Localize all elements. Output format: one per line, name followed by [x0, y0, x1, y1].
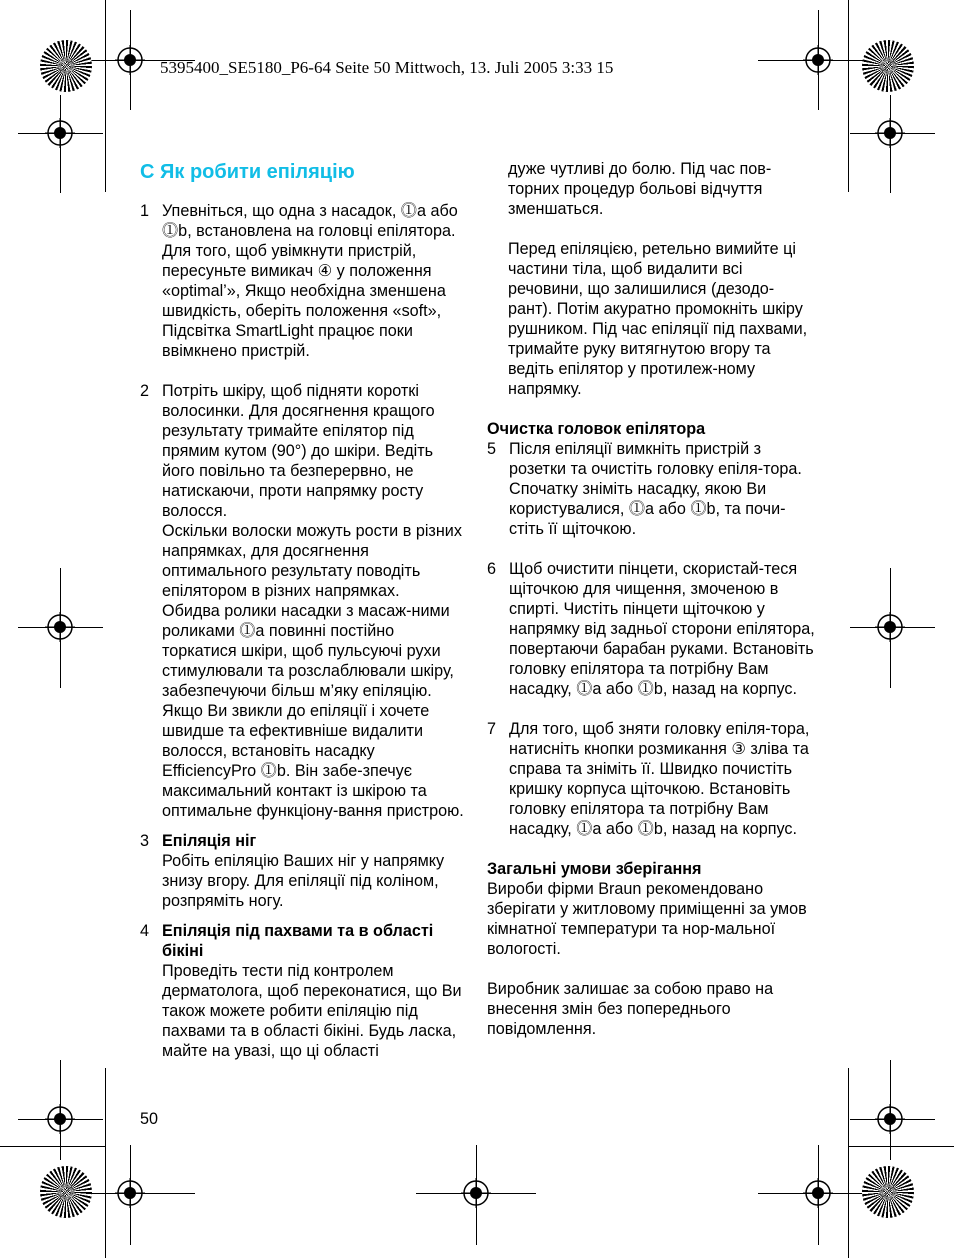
step-text: Щоб очистити пінцети, скористай-теся щіточкою для чищення, змоченою в спирті. Чистіть пінцети щіточкою у напрямку від задньої сторони епілятора, повертаючи барабан руками. Встановіть головку епілятора та потрібну Вам насадку, ⓵a або ⓵b, назад на корпус.	[509, 560, 815, 698]
step-5	[487, 439, 817, 539]
step-text: Упевніться, що одна з насадок, ⓵a або ⓵b, встановлена на головці епілятора. Для того, щоб увімкнути пристрій, пересуньте вимикач ④ у положення «optimal’», Якщо необхідна зменшена швидкість, оберіть положення «soft», Підсвітка SmartLight працює поки ввімкнено пристрій.	[162, 202, 458, 360]
registration-mark-icon	[875, 118, 905, 148]
registration-mark-icon	[875, 1104, 905, 1134]
step-number: 2	[140, 382, 150, 400]
step-text: Проведіть тести під контролем дерматолога, щоб переконатися, що Ви також можете робити епіляцію під пахвами та в області бікіні. Будь ласка, майте на увазі, що ці області	[162, 962, 462, 1060]
step-text: Після епіляції вимкніть пристрій з розетки та очистіть головку епіля-тора. Спочатку зніміть насадку, якою Ви користувалися, ⓵a або ⓵b, та почи-стіть її щіточкою.	[509, 440, 802, 538]
step-2	[140, 381, 470, 821]
crop-line	[105, 0, 106, 192]
step-text: Обидва ролики насадки з масаж-ними роликами ⓵a повинні постійно торкатися шкіри, щоб пульсуючі рухи стимулювали та розслаблювали шкіру, забезпечуючи більш м’яку епіляцію. Якщо Ви звикли до епіляції і хочете швидше та ефективніше видалити волосся, встановіть насадку EfficiencyPro ⓵b. Він забе-зпечує максимальний контакт із шкірою та оптимальне функціону-вання пристрою.	[162, 602, 464, 820]
step-heading: Епіляція під пахвами та в області бікіні	[162, 922, 434, 960]
page-number: 50	[140, 1110, 159, 1128]
storage-text: Вироби фірми Braun рекомендовано зберігати у житловому приміщенні за умов кімнатної температури та нор-мальної вологості.	[487, 880, 807, 958]
registration-mark-icon	[45, 612, 75, 642]
registration-mark-icon	[875, 612, 905, 642]
color-calibration-star-icon	[40, 40, 92, 92]
step-text: Для того, щоб зняти головку епіля-тора, натисніть кнопки розмикання ③ зліва та справа та зніміть її. Швидко почистіть кришку корпуса щіточкою. Встановіть головку епілятора та потрібну Вам насадку, ⓵a або ⓵b, назад на корпус.	[509, 720, 810, 838]
step-number: 6	[487, 560, 497, 578]
registration-mark-icon	[45, 118, 75, 148]
crop-line	[0, 1146, 105, 1147]
step-3	[140, 831, 470, 911]
print-slug: 5395400_SE5180_P6-64 Seite 50 Mittwoch, 13. Juli 2005 3:33 15	[160, 58, 614, 77]
left-column	[140, 159, 470, 1061]
step-heading: Епіляція ніг	[162, 832, 257, 850]
crop-line	[848, 1068, 849, 1258]
step-number: 3	[140, 832, 150, 850]
step-number: 4	[140, 922, 150, 940]
step-text: Потріть шкіру, щоб підняти короткі волосинки. Для досягнення кращого результату тримайте епілятор під прямим кутом (90°) до шкіри. Ведіть його повільно та безперервно, не натискаючи, проти напрямку росту волосся.	[162, 382, 435, 520]
crop-line	[848, 1146, 954, 1147]
step-text: Робіть епіляцію Ваших ніг у напрямку знизу вгору. Для епіляції під коліном, розпрямiть ногу.	[162, 852, 445, 910]
storage-heading: Загальні умови зберігання	[487, 860, 702, 878]
step-6	[487, 559, 817, 699]
step-text: Оскільки волоски можуть рости в різних напрямках, для досягнення оптимального результату поводіть епілятором в різних напрямках.	[162, 522, 462, 600]
registration-mark-icon	[803, 45, 833, 75]
color-calibration-star-icon	[40, 1166, 92, 1218]
step-number: 5	[487, 440, 497, 458]
registration-mark-icon	[115, 1178, 145, 1208]
registration-mark-icon	[115, 45, 145, 75]
step-number: 7	[487, 720, 497, 738]
crop-line	[848, 0, 849, 192]
continued-text: дуже чутливі до болю. Під час пов-торних процедур больові відчуття зменшаться.	[508, 160, 772, 218]
step-1	[140, 201, 470, 361]
step-4	[140, 921, 470, 1061]
crop-line	[105, 1068, 106, 1258]
registration-mark-icon	[803, 1178, 833, 1208]
continued-text: Перед епіляцією, ретельно вимийте ці частини тіла, щоб видалити всі речовини, що залишилися (дезодо-рант). Потім акуратно промокніть шкіру рушником. Під час епіляції під пахвами, тримайте руку витягнутою вгору та ведіть епілятор у протилеж-ному напрямку.	[508, 240, 808, 398]
cleaning-heading: Очистка головок епілятора	[487, 420, 706, 438]
step-7	[487, 719, 817, 839]
registration-mark-icon	[461, 1178, 491, 1208]
right-column	[487, 159, 817, 1039]
section-title: C Як робити епіляцію	[140, 161, 355, 183]
color-calibration-star-icon	[862, 1166, 914, 1218]
step-number: 1	[140, 202, 150, 220]
registration-mark-icon	[45, 1104, 75, 1134]
storage-text: Виробник залишає за собою право на внесення змін без попереднього повідомлення.	[487, 980, 774, 1038]
color-calibration-star-icon	[862, 40, 914, 92]
